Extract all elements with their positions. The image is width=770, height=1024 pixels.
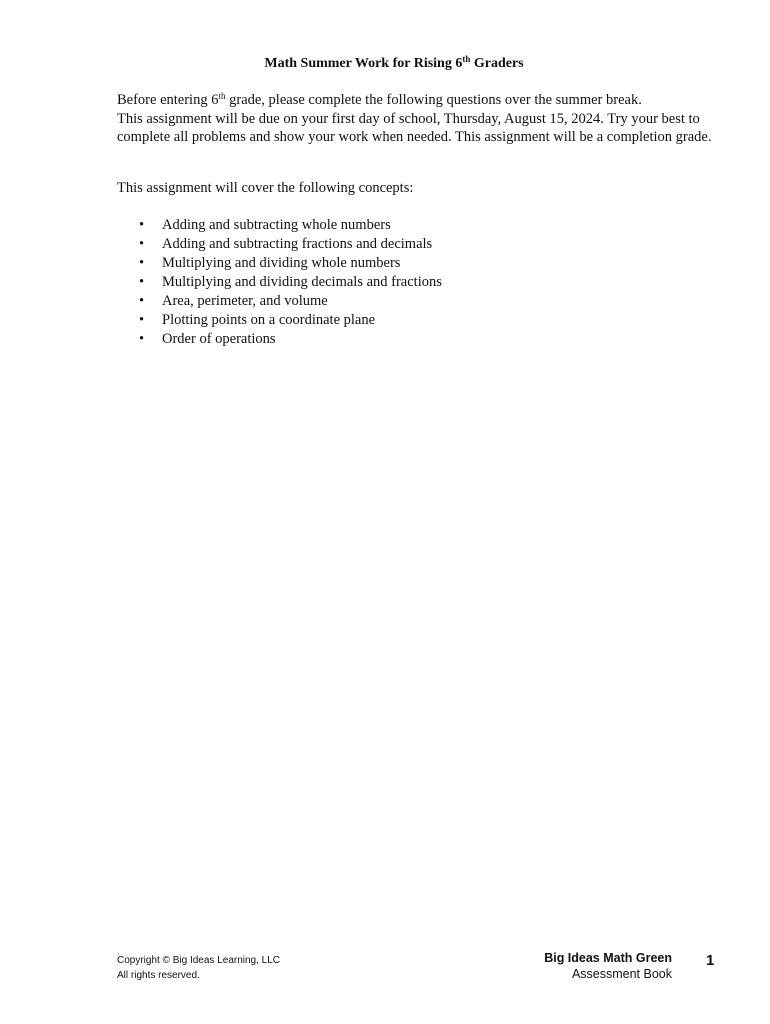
list-item — [136, 292, 442, 311]
intro-superscript: th — [218, 91, 226, 101]
book-info — [480, 950, 672, 982]
list-item-text: Area, perimeter, and volume — [162, 293, 328, 309]
list-item-text: Adding and subtracting fractions and decimals — [162, 236, 433, 252]
book-title: Big Ideas Math Green — [544, 951, 672, 965]
intro-line-start: Before entering 6 — [117, 92, 219, 108]
intro-due-date-text: This assignment will be due on your first day of school, Thursday, August 15, 2024. Try your best to complete all problems and show your work when needed. This assignment will be a completion grade. — [117, 110, 712, 145]
copyright-notice — [117, 953, 280, 983]
book-subtitle: Assessment Book — [571, 967, 672, 981]
rights-text: All rights reserved. — [117, 970, 200, 981]
intro-line-end: grade, please complete the following questions over the summer break. — [225, 92, 642, 108]
copyright-text: Copyright © Big Ideas Learning, LLC — [117, 955, 281, 966]
concepts-list — [136, 216, 442, 349]
bullet-icon: • — [139, 236, 145, 252]
page-title — [0, 55, 770, 73]
title-text: Math Summer Work for Rising 6 — [264, 56, 463, 71]
title-superscript: th — [462, 54, 471, 64]
list-item-text: Multiplying and dividing decimals and fractions — [162, 274, 442, 290]
list-item — [136, 254, 442, 273]
concepts-intro: This assignment will cover the following concepts: — [117, 180, 414, 196]
list-item-text: Order of operations — [162, 331, 276, 347]
intro-paragraph — [117, 91, 717, 147]
bullet-icon: • — [139, 331, 145, 347]
title-text-end: Graders — [470, 56, 524, 71]
bullet-icon: • — [139, 255, 145, 271]
list-item — [136, 235, 442, 254]
list-item — [136, 216, 442, 235]
bullet-icon: • — [139, 274, 145, 290]
page-number: 1 — [706, 952, 715, 969]
list-item — [136, 311, 442, 330]
list-item-text: Adding and subtracting whole numbers — [162, 217, 391, 233]
list-item-text: Multiplying and dividing whole numbers — [162, 255, 401, 271]
bullet-icon: • — [139, 217, 145, 233]
bullet-icon: • — [139, 312, 145, 328]
bullet-icon: • — [139, 293, 145, 309]
list-item — [136, 273, 442, 292]
list-item — [136, 330, 442, 349]
list-item-text: Plotting points on a coordinate plane — [162, 312, 376, 328]
